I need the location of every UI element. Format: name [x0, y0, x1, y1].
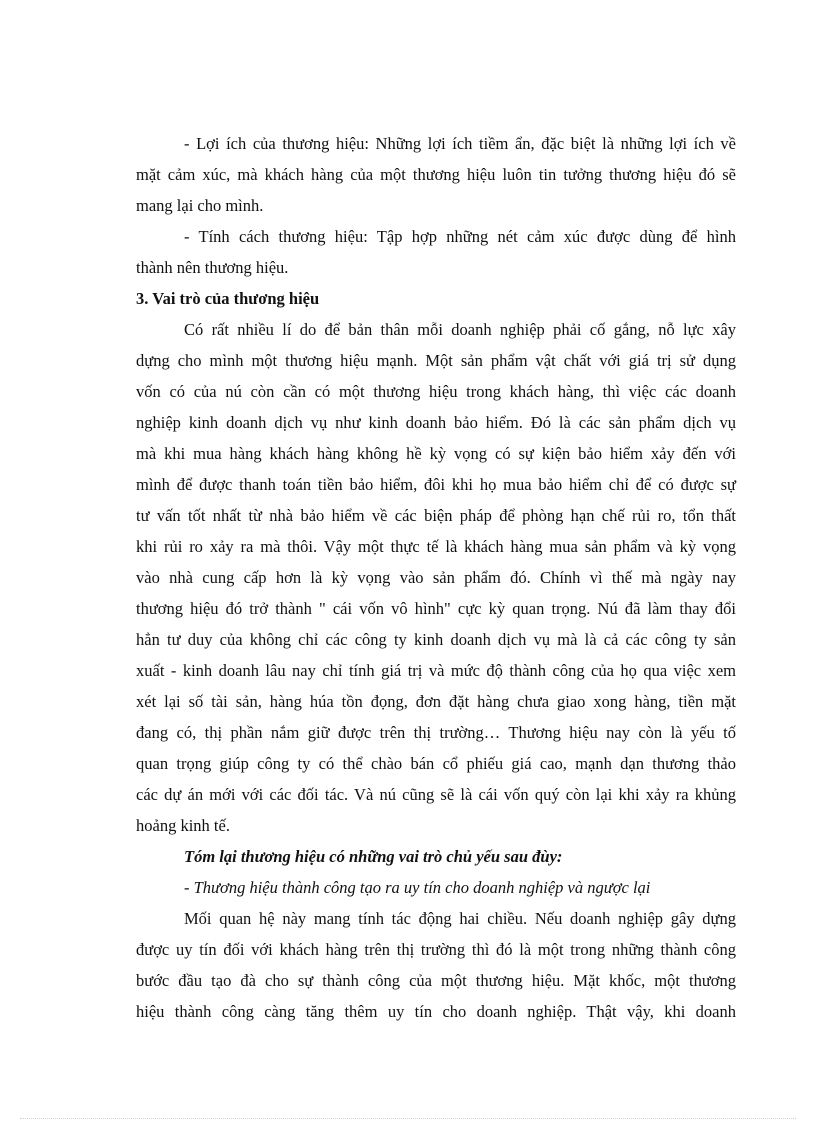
text-line: thành nên thương hiệu. — [136, 258, 289, 277]
text-line: các dự án mới với các đối tác. Và nú cũng sẽ là cái vốn quý còn lại khi xảy ra khủng — [136, 785, 736, 804]
paragraph-relationship — [136, 903, 736, 1027]
text-line: bước đầu tạo đà cho sự thành công của một thương hiệu. Mặt khốc, một thương — [136, 971, 736, 990]
text-line: dựng cho mình một thương hiệu mạnh. Một sản phẩm vật chất với giá trị sử dụng — [136, 351, 736, 370]
sub-heading: - Thương hiệu thành công tạo ra uy tín cho doanh nghiệp và ngược lại — [184, 878, 651, 897]
text-line: vào nhà cung cấp hơn là kỳ vọng vào sản phẩm đó. Chính vì thế mà ngày nay — [136, 568, 736, 587]
text-line: tư vấn tốt nhất từ nhà bảo hiểm về các biện pháp để phòng hạn chế rủi ro, tổn thất — [136, 506, 736, 525]
text-line: Mối quan hệ này mang tính tác động hai chiều. Nếu doanh nghiệp gây dựng — [184, 909, 736, 928]
text-line: xuất - kinh doanh lâu nay chỉ tính giá trị và mức độ thành công của họ qua việc xem — [136, 661, 736, 680]
paragraph-benefits — [136, 128, 736, 221]
text-line: được uy tín đối với khách hàng trên thị trường thì đó là một trong những thành công — [136, 940, 736, 959]
text-line: mang lại cho mình. — [136, 196, 264, 215]
text-line: xét lại số tài sản, hàng húa tồn đọng, đơn đặt hàng chưa giao xong hàng, tiền mặt — [136, 692, 736, 711]
text-line: - Tính cách thương hiệu: Tập hợp những nét cảm xúc được dùng để hình — [184, 227, 736, 246]
text-line: thương hiệu đó trở thành " cái vốn vô hình" cực kỳ quan trọng. Nú đã làm thay đổi — [136, 599, 736, 618]
text-line: mặt cảm xúc, mà khách hàng của một thương hiệu luôn tin tưởng thương hiệu đó sẽ — [136, 165, 736, 184]
text-line: khi rủi ro xảy ra mà thôi. Vậy một thực tế là khách hàng mua sản phẩm và kỳ vọng — [136, 537, 736, 556]
text-line: mình để được thanh toán tiền bảo hiểm, đôi khi họ mua bảo hiểm chỉ để có được sự — [136, 475, 736, 494]
text-line: hẳn tư duy của không chỉ các công ty kinh doanh dịch vụ mà là cả các công ty sản — [136, 630, 736, 649]
paragraph-personality — [136, 221, 736, 283]
section-heading: 3. Vai trò của thương hiệu — [136, 289, 320, 308]
text-line: mà khi mua hàng khách hàng không hề kỳ vọng có sự kiện bảo hiểm xảy đến với — [136, 444, 736, 463]
page-bottom-divider — [20, 1118, 796, 1119]
text-line: hoảng kinh tế. — [136, 816, 230, 835]
paragraph-role — [136, 314, 736, 841]
text-line: - Lợi ích của thương hiệu: Những lợi ích tiềm ẩn, đặc biệt là những lợi ích về — [184, 134, 736, 153]
document-page — [136, 128, 736, 1027]
text-line: hiệu thành công càng tăng thêm uy tín cho doanh nghiệp. Thật vậy, khi doanh — [136, 1002, 736, 1021]
text-line: quan trọng giúp công ty có thể chào bán cổ phiếu giá cao, mạnh dạn thương thảo — [136, 754, 736, 773]
text-line: nghiệp kinh doanh dịch vụ như kinh doanh bảo hiểm. Đó là các sản phẩm dịch vụ — [136, 413, 736, 432]
text-line: đang có, thị phần nắm giữ được trên thị trường… Thương hiệu nay còn là yếu tố — [136, 723, 736, 742]
text-line: Có rất nhiều lí do để bản thân mỗi doanh nghiệp phải cố gắng, nỗ lực xây — [184, 320, 736, 339]
summary-heading: Tóm lại thương hiệu có những vai trò chủ yếu sau đùy: — [184, 847, 563, 866]
text-line: vốn có của nú còn cần có một thương hiệu trong khách hàng, thì việc các doanh — [136, 382, 736, 401]
